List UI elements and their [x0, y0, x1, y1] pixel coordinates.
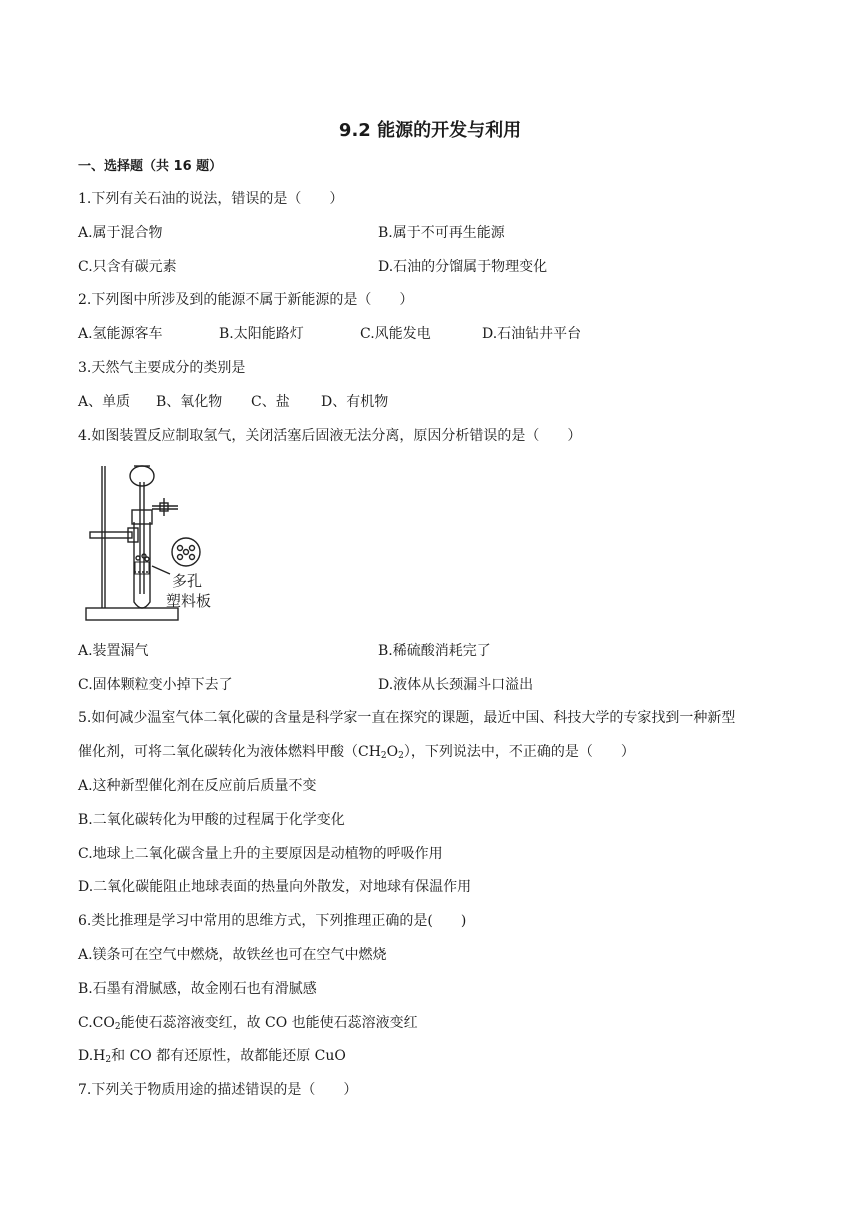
question-7-stem: 7.下列关于物质用途的描述错误的是（ ）	[78, 1082, 358, 1098]
question-6-option-b: B.石墨有滑腻感，故金刚石也有滑腻感	[78, 981, 317, 997]
figure-label-porous: 多孔	[172, 572, 203, 590]
clamp-arm	[90, 532, 132, 538]
question-3-option-c: C、盐	[251, 394, 290, 410]
plate-detail-circle	[172, 538, 200, 566]
question-3-options	[78, 392, 388, 412]
question-5-option-c: C.地球上二氧化碳含量上升的主要原因是动植物的呼吸作用	[78, 846, 443, 862]
question-4-option-c: C.固体颗粒变小掉下去了	[78, 677, 233, 693]
hydrogen-apparatus-figure	[82, 462, 222, 624]
q6-c-text-pre: C.CO	[78, 1015, 115, 1031]
question-5-option-b: B.二氧化碳转化为甲酸的过程属于化学变化	[78, 812, 345, 828]
q5-text-post: ），下列说法中，不正确的是（ ）	[403, 744, 635, 760]
question-6-option-a: A.镁条可在空气中燃烧，故铁丝也可在空气中燃烧	[78, 947, 387, 963]
question-1-option-c: C.只含有碳元素	[78, 259, 177, 275]
page-title: 9.2 能源的开发与利用	[338, 120, 522, 141]
question-3-option-d: D、有机物	[321, 394, 389, 410]
question-2-option-c: C.风能发电	[360, 326, 431, 342]
q6-c-text-post: 能使石蕊溶液变红，故 CO 也能使石蕊溶液变红	[120, 1015, 418, 1031]
question-1-option-b: B.属于不可再生能源	[378, 225, 505, 241]
stopper	[132, 510, 152, 524]
question-6-option-d	[78, 1046, 346, 1070]
question-4-option-a: A.装置漏气	[78, 643, 149, 659]
question-2-stem: 2.下列图中所涉及到的能源不属于新能源的是（ ）	[78, 292, 414, 308]
label-leader-line	[152, 566, 170, 574]
question-6-stem: 6.类比推理是学习中常用的思维方式，下列推理正确的是( )	[78, 913, 467, 929]
question-2-option-a: A.氢能源客车	[78, 326, 163, 342]
question-4-stem: 4.如图装置反应制取氢气，关闭活塞后固液无法分离，原因分析错误的是（ ）	[78, 428, 582, 444]
q5-subscript-2: 2	[398, 751, 404, 761]
q6-c-subscript: 2	[114, 1022, 121, 1032]
q6-d-text-pre: D.H	[78, 1048, 106, 1064]
test-tube	[134, 522, 150, 608]
question-5-option-a: A.这种新型催化剂在反应前后质量不变	[78, 778, 317, 794]
solid-particle	[136, 556, 140, 560]
solid-particle	[145, 557, 149, 561]
q5-text-pre: 催化剂，可将二氧化碳转化为液体燃料甲酸（CH	[78, 744, 381, 760]
question-5-stem-line-2	[78, 742, 635, 766]
question-3-stem: 3.天然气主要成分的类别是	[78, 360, 246, 376]
question-6-option-c	[78, 1013, 418, 1037]
question-4-option-b: B.稀硫酸消耗完了	[378, 643, 491, 659]
q6-d-text-post: 和 CO 都有还原性，故都能还原 CuO	[111, 1048, 346, 1064]
question-5-option-d: D.二氧化碳能阻止地球表面的热量向外散发，对地球有保温作用	[78, 879, 472, 895]
question-4-option-d: D.液体从长颈漏斗口溢出	[378, 677, 534, 693]
question-3-option-a: A、单质	[78, 394, 131, 410]
section-heading: 一、选择题（共 16 题）	[78, 159, 223, 174]
q5-subscript-1: 2	[380, 751, 387, 761]
question-3-option-b: B、氧化物	[156, 394, 223, 410]
question-1-option-a: A.属于混合物	[78, 225, 163, 241]
question-2-options	[78, 324, 581, 344]
q6-d-subscript: 2	[105, 1055, 112, 1065]
stand-base	[86, 608, 178, 620]
funnel-bulb	[130, 466, 154, 486]
q5-text-mid: O	[386, 744, 399, 760]
question-2-option-d: D.石油钻井平台	[482, 326, 582, 342]
figure-label-plastic-plate: 塑料板	[166, 592, 212, 610]
question-1-stem: 1.下列有关石油的说法，错误的是（ ）	[78, 191, 344, 207]
question-5-stem-line-1: 5.如何减少温室气体二氧化碳的含量是科学家一直在探究的课题，最近中国、科技大学的专家找到一种新型	[78, 710, 736, 726]
question-2-option-b: B.太阳能路灯	[219, 326, 304, 342]
question-1-option-d: D.石油的分馏属于物理变化	[378, 259, 548, 275]
